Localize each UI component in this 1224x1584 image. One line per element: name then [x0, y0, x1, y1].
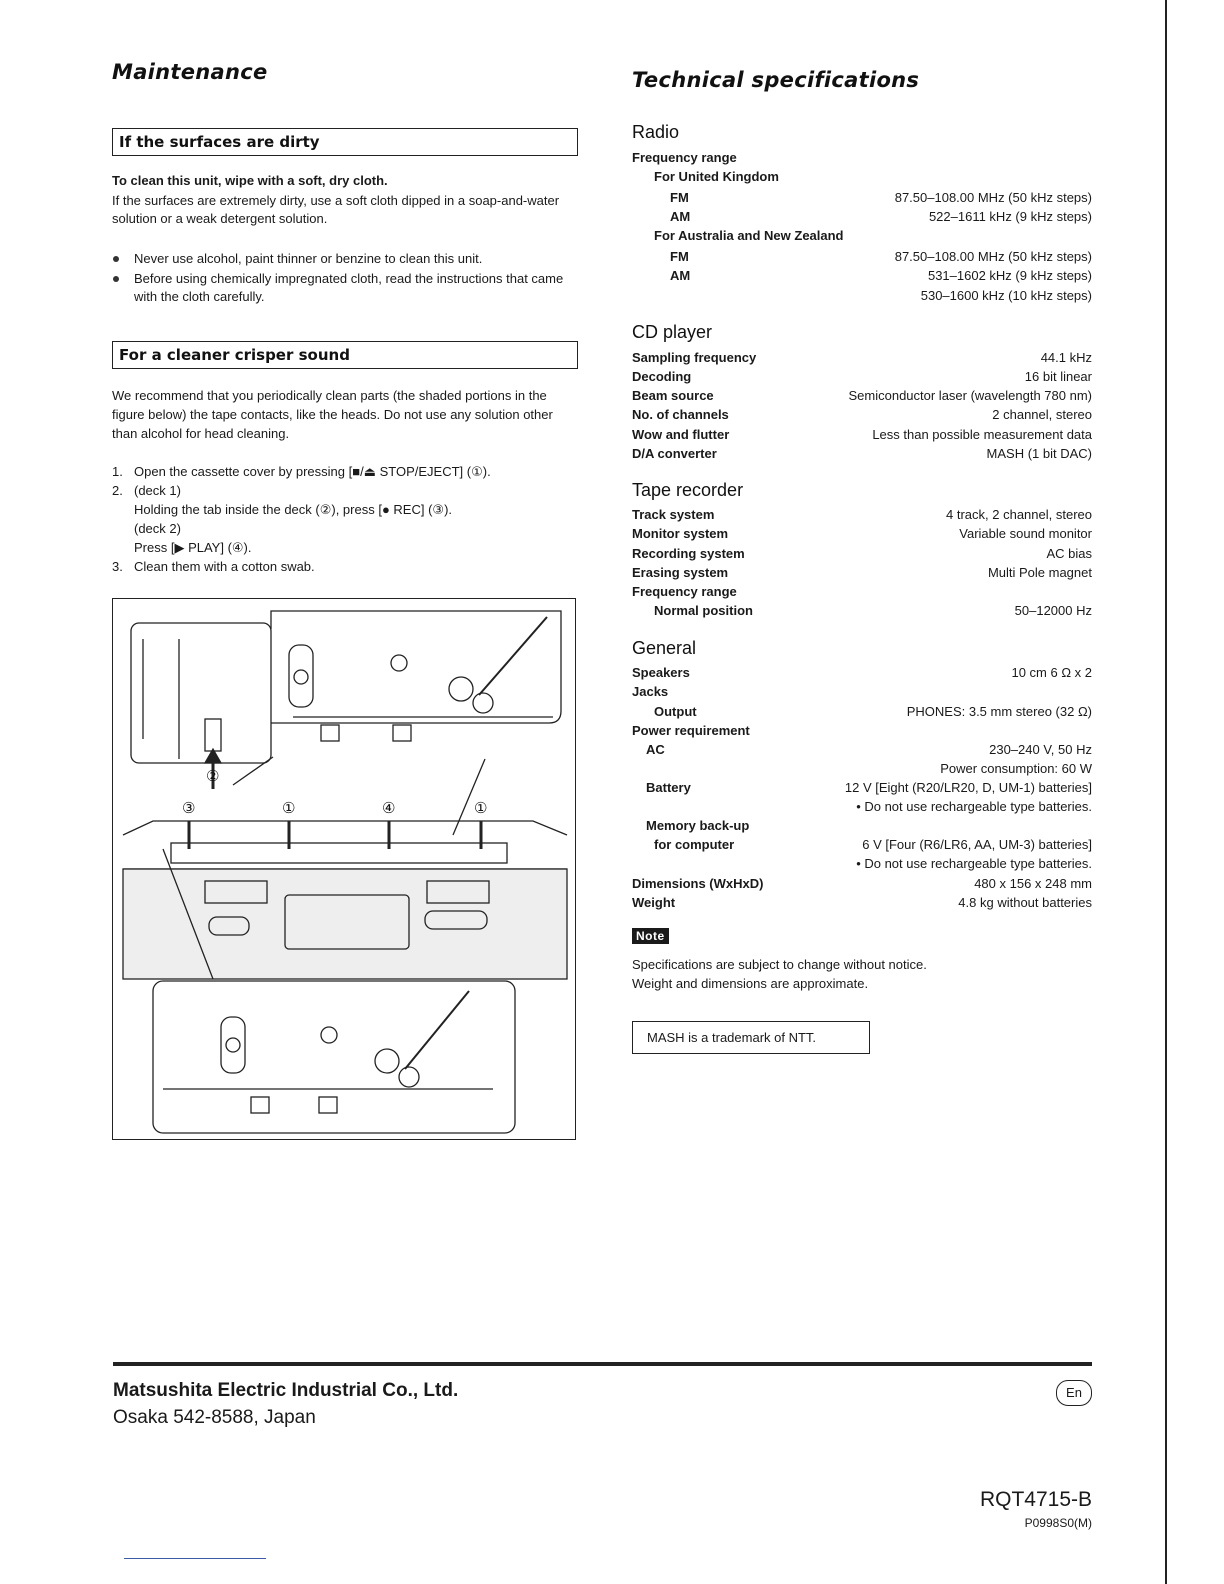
figure-label-1b: ① — [474, 799, 488, 817]
spec-row: AC 230–240 V, 50 Hz — [646, 742, 1092, 757]
spec-row: • Do not use rechargeable type batteries. — [856, 799, 1092, 814]
note-text: Specifications are subject to change without notice. Weight and dimensions are approximate. — [632, 957, 927, 991]
spec-row: Power consumption: 60 W — [940, 761, 1092, 776]
bullet-icon — [113, 256, 119, 262]
maintenance-column — [112, 60, 578, 817]
button-row — [171, 843, 507, 863]
callout-line — [233, 757, 273, 785]
spec-row: Erasing system Multi Pole magnet — [632, 565, 1092, 580]
spec-row: Battery 12 V [Eight (R20/LR20, D, UM-1) batteries] — [646, 780, 1092, 795]
spec-row: FM 87.50–108.00 MHz (50 kHz steps) — [670, 190, 1092, 205]
capstan — [294, 670, 308, 684]
spec-row: Sampling frequency 44.1 kHz — [632, 350, 1092, 365]
page-edge-rule — [1165, 0, 1167, 1584]
cd-player-heading: CD player — [632, 322, 713, 342]
radio-heading: Radio — [632, 122, 680, 142]
dirty-lead-text: To clean this unit, wipe with a soft, dry cloth. — [112, 173, 388, 188]
dirty-body-text: If the surfaces are extremely dirty, use a soft cloth dipped in a soap-and-water solution or a weak detergent solution. — [112, 193, 560, 226]
list-item: Never use alcohol, paint thinner or benzine to clean this unit. — [112, 250, 578, 268]
spec-row: Beam source Semiconductor laser (wavelength 780 nm) — [632, 388, 1092, 403]
spec-row: Track system 4 track, 2 channel, stereo — [632, 507, 1092, 522]
list-item: 2. (deck 1) — [112, 483, 181, 498]
boombox-front-panel — [123, 869, 567, 979]
bottom-underline — [124, 1558, 266, 1559]
print-code: P0998S0(M) — [1024, 1516, 1092, 1530]
spec-row: For United Kingdom — [654, 169, 779, 184]
specifications-heading: Technical specifications — [632, 68, 920, 92]
spec-row: No. of channels 2 channel, stereo — [632, 407, 1092, 422]
roller — [391, 655, 407, 671]
spec-row: Frequency range — [632, 584, 737, 599]
figure-label-4: ④ — [382, 799, 396, 817]
spec-row: Power requirement — [632, 723, 750, 738]
spec-row: For Australia and New Zealand — [654, 228, 844, 243]
tab-element — [205, 719, 221, 751]
company-name: Matsushita Electric Industrial Co., Ltd. — [113, 1380, 459, 1401]
spec-row: 530–1600 kHz (10 kHz steps) — [920, 288, 1092, 303]
figure-label-1a: ① — [282, 799, 296, 817]
spec-row: Normal position 50–12000 Hz — [654, 603, 1092, 618]
spec-row: D/A converter MASH (1 bit DAC) — [632, 446, 1092, 461]
list-item: Holding the tab inside the deck (②), press [● REC] (③). — [134, 502, 453, 517]
note-badge: Note — [632, 928, 669, 944]
list-item: Before using chemically impregnated cloth, read the instructions that came with the cloth carefully. — [112, 270, 578, 306]
list-item: Press [▶ PLAY] (④). — [134, 540, 252, 555]
list-item: (deck 2) — [134, 521, 181, 536]
list-item: 1. Open the cassette cover by pressing [■/⏏ STOP/EJECT] (①). — [112, 464, 491, 479]
head-shape — [289, 645, 313, 707]
boombox-illustration — [113, 599, 576, 1140]
model-number: RQT4715-B — [979, 1488, 1092, 1511]
cotton-swab — [479, 617, 547, 695]
spec-row: for computer 6 V [Four (R6/LR6, AA, UM-3) batteries] — [654, 837, 1092, 852]
crisp-sound-title: For a cleaner crisper sound — [112, 341, 578, 369]
spec-row: Recording system AC bias — [632, 546, 1092, 561]
list-item: 3. Clean them with a cotton swab. — [112, 559, 315, 574]
spec-row: • Do not use rechargeable type batteries. — [856, 856, 1092, 871]
company-address: Osaka 542-8588, Japan — [113, 1407, 316, 1428]
tape-recorder-heading: Tape recorder — [632, 480, 744, 500]
spec-row: Monitor system Variable sound monitor — [632, 526, 1092, 541]
language-badge-icon: En — [1056, 1380, 1092, 1406]
bullet-icon — [113, 276, 119, 282]
figure-label-3: ③ — [182, 799, 196, 817]
top-deck-inset — [271, 611, 561, 723]
deck-outline-left — [131, 623, 271, 763]
pinch-roller — [449, 677, 473, 701]
spec-row: Speakers 10 cm 6 Ω x 2 — [632, 665, 1092, 680]
figure-label-2: ② — [206, 767, 220, 785]
spec-row: Output PHONES: 3.5 mm stereo (32 Ω) — [654, 704, 1092, 719]
spec-row: Decoding 16 bit linear — [632, 369, 1092, 384]
dirty-surfaces-title: If the surfaces are dirty — [112, 128, 578, 156]
maintenance-heading: Maintenance — [112, 60, 268, 84]
cleaning-steps-list — [112, 462, 578, 576]
crisp-body-text: We recommend that you periodically clean parts (the shaded portions in the figure below) the tape contacts, like the heads. Do not use any solution other than alcohol for head cleaning. — [112, 388, 553, 441]
reel — [473, 693, 493, 713]
footer-rule — [113, 1362, 1092, 1366]
spec-row: AM 531–1602 kHz (9 kHz steps) — [670, 268, 1092, 283]
tab-1 — [321, 725, 339, 741]
spec-row: FM 87.50–108.00 MHz (50 kHz steps) — [670, 249, 1092, 264]
trademark-box: MASH is a trademark of NTT. — [632, 1021, 870, 1054]
spec-row: AM 522–1611 kHz (9 kHz steps) — [670, 209, 1092, 224]
general-heading: General — [632, 638, 697, 658]
cleaning-caution-list — [112, 250, 578, 308]
spec-row: Jacks — [632, 684, 669, 699]
cassette-cleaning-figure — [112, 598, 576, 1140]
spec-row: Memory back-up — [646, 818, 750, 833]
spec-row: Dimensions (WxHxD) 480 x 156 x 248 mm — [632, 876, 1092, 891]
spec-row: Frequency range — [632, 150, 737, 165]
tab-2 — [393, 725, 411, 741]
spec-row: Wow and flutter Less than possible measurement data — [632, 427, 1092, 442]
spec-row: Weight 4.8 kg without batteries — [632, 895, 1092, 910]
bottom-deck-inset — [153, 981, 515, 1133]
